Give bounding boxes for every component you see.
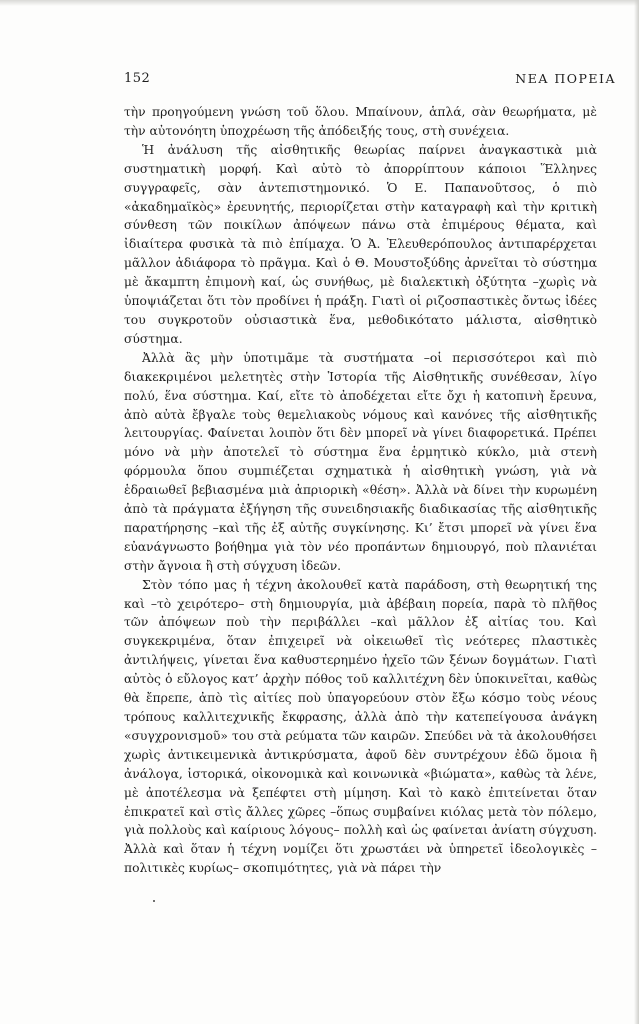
paragraph-3: Ἀλλὰ ἂς μὴν ὑποτιμᾶμε τὰ συστήματα –οἱ περισσότεροι καὶ πιὸ διακεκριμένοι μελετητὲς στὴν Ἱστορία τῆς Αἰσθητικῆς συνέθεσαν, λίγο πολύ, ἕνα σύστημα. Καί, εἴτε τὸ ἀποδέχεται εἴτε ὄχι ἡ κατοπινὴ ἔρευνα, ἀπὸ αὐτὰ ἔβγαλε τοὺς θεμελιακοὺς νόμους καὶ κανόνες τῆς αἰσθητικῆς λειτουργίας. Φαίνεται λοιπὸν ὅτι δὲν μπορεῖ νὰ γίνει διαφορετικά. Πρέπει μόνο νὰ μὴν ἀποτελεῖ τὸ σύστημα ἕνα ἑρμητικὸ κύκλο, μιὰ στενὴ φόρμουλα ὅπου συμπιέζεται σχηματικὰ ἡ αἰσθητικὴ γνώση, γιὰ νὰ ἑδραιωθεῖ βεβιασμένα μιὰ ἀπριορικὴ «θέση». Ἀλλὰ νὰ δίνει τὴν κυρωμένη ἀπὸ τὰ πράγματα ἐξήγηση τῆς συνειδησιακῆς διαδικασίας τῆς αἰσθητικῆς παρατήρησης –καὶ τῆς ἐξ αὐτῆς συγκίνησης. Κι’ ἔτσι μπορεῖ νὰ γίνει ἕνα εὐανάγνωστο βοήθημα γιὰ τὸν νέο προπάντων δημιουργό, ποὺ πλανιέται στὴν ἄγνοια ἢ στὴ σύγχυση ἰδεῶν. (124, 350, 597, 573)
page-top-edge (0, 0, 639, 6)
paragraph-4: Στὸν τόπο μας ἡ τέχνη ἀκολουθεῖ κατὰ παράδοση, στὴ θεωρητική της καὶ –τὸ χειρότερο– στὴ δημιουργία, μιὰ ἀβέβαιη πορεία, παρὰ τὸ πλῆθος τῶν ἀπόψεων ποὺ τὴν περιβάλλει –καὶ μᾶλλον ἐξ αἰτίας του. Καὶ συγκεκριμένα, ὅταν ἐπιχειρεῖ νὰ οἰκειωθεῖ τὶς νεότερες πλαστικὲς ἀντιλήψεις, γίνεται ἕνα καθυστερημένο ἠχεῖο τῶν ξένων δογμάτων. Γιατὶ αὐτὸς ὁ εὔλογος κατ’ ἀρχὴν πόθος τοῦ καλλιτέχνη δὲν ὑποκινεῖται, καθὼς θὰ ἔπρεπε, ἀπὸ τὶς αἰτίες ποὺ ὑπαγορεύουν στὸν ἔξω κόσμο τοὺς νέους τρόπους καλλιτεχνικῆς ἔκφρασης, ἀλλὰ ἀπὸ τὴν κατεπείγουσα ἀνάγκη «συγχρονισμοῦ» του στὰ ρεύματα τῶν καιρῶν. Σπεύδει νὰ τὰ ἀκολουθήσει χωρὶς ἀντικειμενικὰ ἀντικρύσματα, ἀφοῦ δὲν συντρέχουν ἐδῶ ὅμοια ἢ ἀνάλογα, ἱστορικά, οἰκονομικὰ καὶ κοινωνικὰ «βιώματα», καθὼς τὰ λένε, μὲ ἀποτέλεσμα νὰ ξεπέφτει στὴ μίμηση. Καὶ τὸ κακὸ ἐπιτείνεται ὅταν ἐπικρατεῖ καὶ στὶς ἄλλες χῶρες –ὅπως συμβαίνει κιόλας μετὰ τὸν πόλεμο, γιὰ πολλοὺς καὶ καίριους λόγους– πολλὴ καὶ ὡς φαίνεται ἀνίατη σύγχυση. Ἀλλὰ καὶ ὅταν ἡ τέχνη νομίζει ὅτι χρωστάει νὰ ὑπηρετεῖ ἰδεολογικὲς –πολιτικὲς κυρίως– σκοπιμότητες, γιὰ νὰ πάρει τὴν (124, 577, 597, 876)
paragraph-2: Ἡ ἀνάλυση τῆς αἰσθητικῆς θεωρίας παίρνει ἀναγκαστικὰ μιὰ συστηματικὴ μορφή. Καὶ αὐτὸ τὸ ἀπορρίπτουν κάποιοι Ἕλληνες συγγραφεῖς, σὰν ἀντεπιστημονικό. Ὁ Ε. Παπανοῦτσος, ὁ πιὸ «ἀκαδημαϊκὸς» ἐρευνητής, περιορίζεται στὴν καταγραφὴ καὶ τὴν κριτικὴ σύνθεση τῶν ποικίλων ἀπόψεων πάνω στὰ ἐπιμέρους θέματα, καὶ ἰδιαίτερα φυσικὰ τὰ πιὸ ἐπίμαχα. Ὁ Ἀ. Ἐλευθερόπουλος ἀντιπαρέρχεται μᾶλλον ἀδιάφορα τὸ πρᾶγμα. Καὶ ὁ Θ. Μουστοξύδης ἀρνεῖται τὸ σύστημα μὲ ἄκαμπτη ἐπιμονὴ καί, ὡς συνήθως, μὲ διαλεκτικὴ ὀξύτητα –χωρὶς νὰ ὑποψιάζεται ὅτι τὸν προδίνει ἡ πράξη. Γιατὶ οἱ ριζοσπαστικὲς ὄντως ἰδέες του συγκροτοῦν οὐσιαστικὰ ἕνα, μεθοδικότατο μάλιστα, αἰσθητικὸ σύστημα. (124, 142, 597, 346)
running-head: ΝΕΑ ΠΟΡΕΙΑ (515, 71, 616, 86)
ink-speck (153, 900, 155, 902)
paragraph-1: τὴν προηγούμενη γνώση τοῦ ὅλου. Μπαίνουν, ἁπλά, σὰν θεωρήματα, μὲ τὴν αὐτονόητη ὑποχρέωση τῆς ἀπόδειξής τους, στὴ συνέχεια. (124, 105, 597, 138)
body-text (124, 103, 597, 878)
page-right-edge (634, 0, 639, 1024)
page-number: 152 (124, 71, 151, 86)
